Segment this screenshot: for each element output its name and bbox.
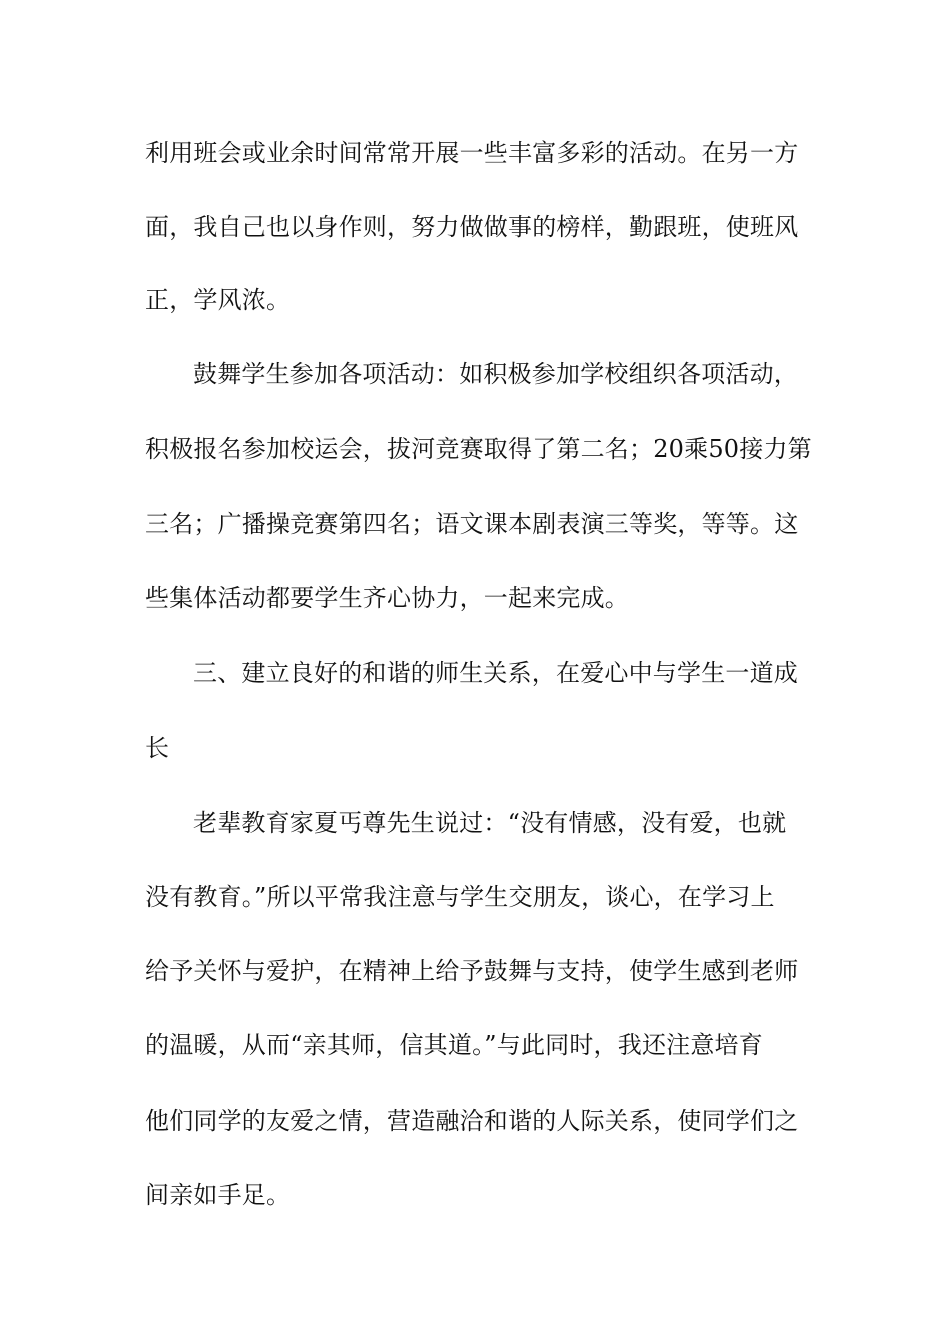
line-text: 老辈教育家夏丐尊先生说过：“没有情感，没有爱，也就 — [193, 809, 787, 837]
paragraph-line — [0, 280, 950, 320]
paragraph-line — [0, 1175, 950, 1215]
paragraph-line — [0, 504, 950, 544]
line-text: 给予关怀与爱护，在精神上给予鼓舞与支持，使学生感到老师 — [145, 957, 799, 985]
line-text: 间亲如手足。 — [145, 1181, 291, 1209]
line-text: 鼓舞学生参加各项活动：如积极参加学校组织各项活动， — [193, 360, 798, 388]
line-text: 三名；广播操竞赛第四名；语文课本剧表演三等奖，等等。这 — [145, 510, 799, 538]
line-text: 些集体活动都要学生齐心协力，一起来完成。 — [145, 584, 629, 612]
paragraph-line — [0, 877, 950, 917]
paragraph-line — [0, 429, 950, 469]
paragraph-line — [0, 951, 950, 991]
line-text: 没有教育。”所以平常我注意与学生交朋友，谈心，在学习上 — [145, 883, 775, 911]
paragraph-line — [0, 1025, 950, 1065]
paragraph-line — [0, 133, 950, 173]
line-text: 利用班会或业余时间常常开展一些丰富多彩的活动。在另一方 — [145, 139, 799, 167]
section-heading-line — [0, 728, 950, 768]
line-text: 正，学风浓。 — [145, 286, 291, 314]
line-text: 三、建立良好的和谐的师生关系，在爱心中与学生一道成 — [193, 659, 798, 687]
paragraph-line — [0, 803, 950, 843]
section-heading-line — [0, 653, 950, 693]
line-text: 长 — [145, 734, 170, 762]
line-text: 积极报名参加校运会，拔河竞赛取得了第二名；20乘50接力第 — [145, 435, 812, 463]
paragraph-line — [0, 354, 950, 394]
line-text: 面，我自己也以身作则，努力做做事的榜样，勤跟班，使班风 — [145, 213, 799, 241]
line-text: 的温暖，从而“亲其师，信其道。”与此同时，我还注意培育 — [145, 1031, 763, 1059]
paragraph-line — [0, 578, 950, 618]
paragraph-line — [0, 207, 950, 247]
paragraph-line — [0, 1101, 950, 1141]
line-text: 他们同学的友爱之情，营造融洽和谐的人际关系，使同学们之 — [145, 1107, 799, 1135]
